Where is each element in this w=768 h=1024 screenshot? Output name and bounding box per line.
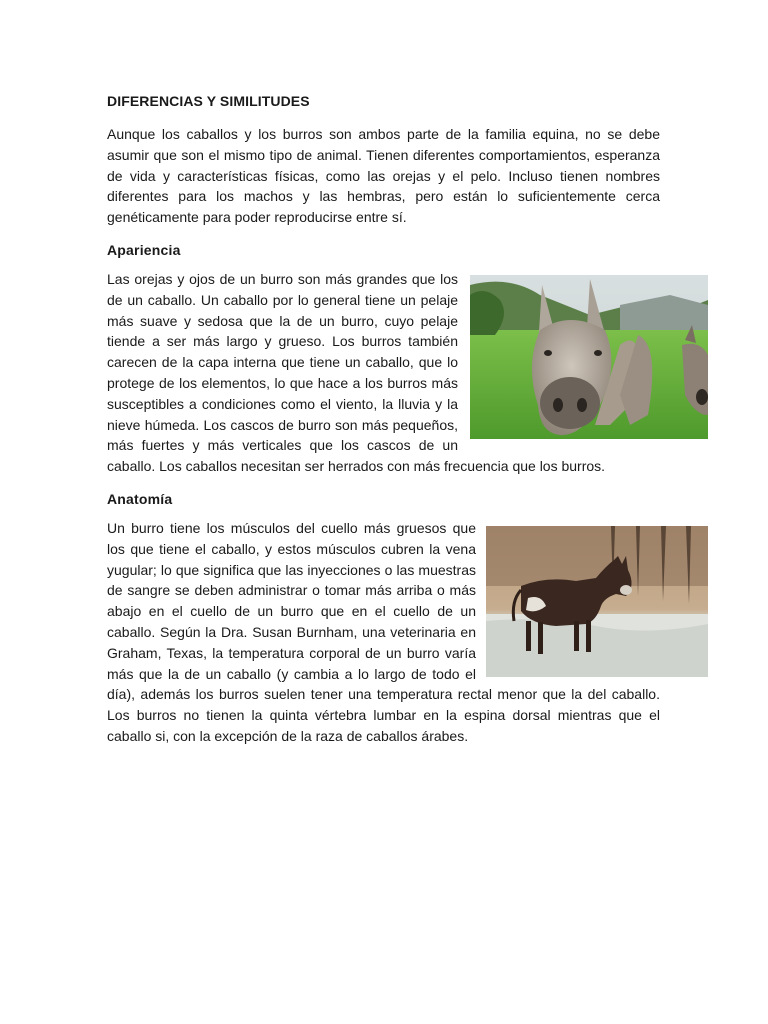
- document-title: DIFERENCIAS Y SIMILITUDES: [107, 93, 310, 109]
- donkey-closeup-photo: [470, 275, 708, 439]
- section-heading-anatomia: Anatomía: [107, 490, 173, 507]
- section-heading-apariencia: Apariencia: [107, 241, 181, 258]
- intro-paragraph: Aunque los caballos y los burros son ambos parte de la familia equina, no se debe asumir que son el mismo tipo de animal. Tienen diferentes comportamientos, esperanza de vida y características físicas, como las orejas y el pelo. Incluso tienen nombres diferentes para los machos y las hembras, pero están lo suficientemente cerca genéticamente para poder reproducirse entre sí.: [107, 126, 660, 226]
- section-anatomia: [107, 490, 660, 747]
- section-text-apariencia: Las orejas y ojos de un burro son más grandes que los de un caballo. Un caballo por lo general tiene un pelaje más suave y sedosa que la de un burro, cuyo pelaje tiende a ser más largo y grueso. Los burros también carecen de la capa interna que tiene un caballo, que lo protege de los elementos, lo que hace a los burros más susceptibles a condiciones como el viento, la lluvia y la nieve húmeda. Los cascos de burro son más pequeños, más fuertes y más verticales que los cascos de un caballo. Los caballos necesitan ser herrados con más frecuencia que los burros.: [107, 270, 606, 475]
- section-text-anatomia: Un burro tiene los músculos del cuello más gruesos que los que tiene el caballo, y estos músculos cubren la vena yugular; lo que significa que las inyecciones o las muestras de sangre se deben administrar o tomar más arriba o más abajo en el cuello de un burro que en el cuello de un caballo. Según la Dra. Susan Burnham, una veterinaria en Graham, Texas, la temperatura corporal de un burro varía más que la de un caballo (y cambia a lo largo de todo el día), además los burros suelen tener una temperatura rectal menor que la del caballo. Los burros no tienen la quinta vértebra lumbar en la espina dorsal mientras que el caballo si, con la excepción de la raza de caballos árabes.: [107, 519, 660, 744]
- section-apariencia: [107, 241, 660, 477]
- document-page: [107, 92, 660, 760]
- donkey-winter-field-photo: [486, 526, 708, 677]
